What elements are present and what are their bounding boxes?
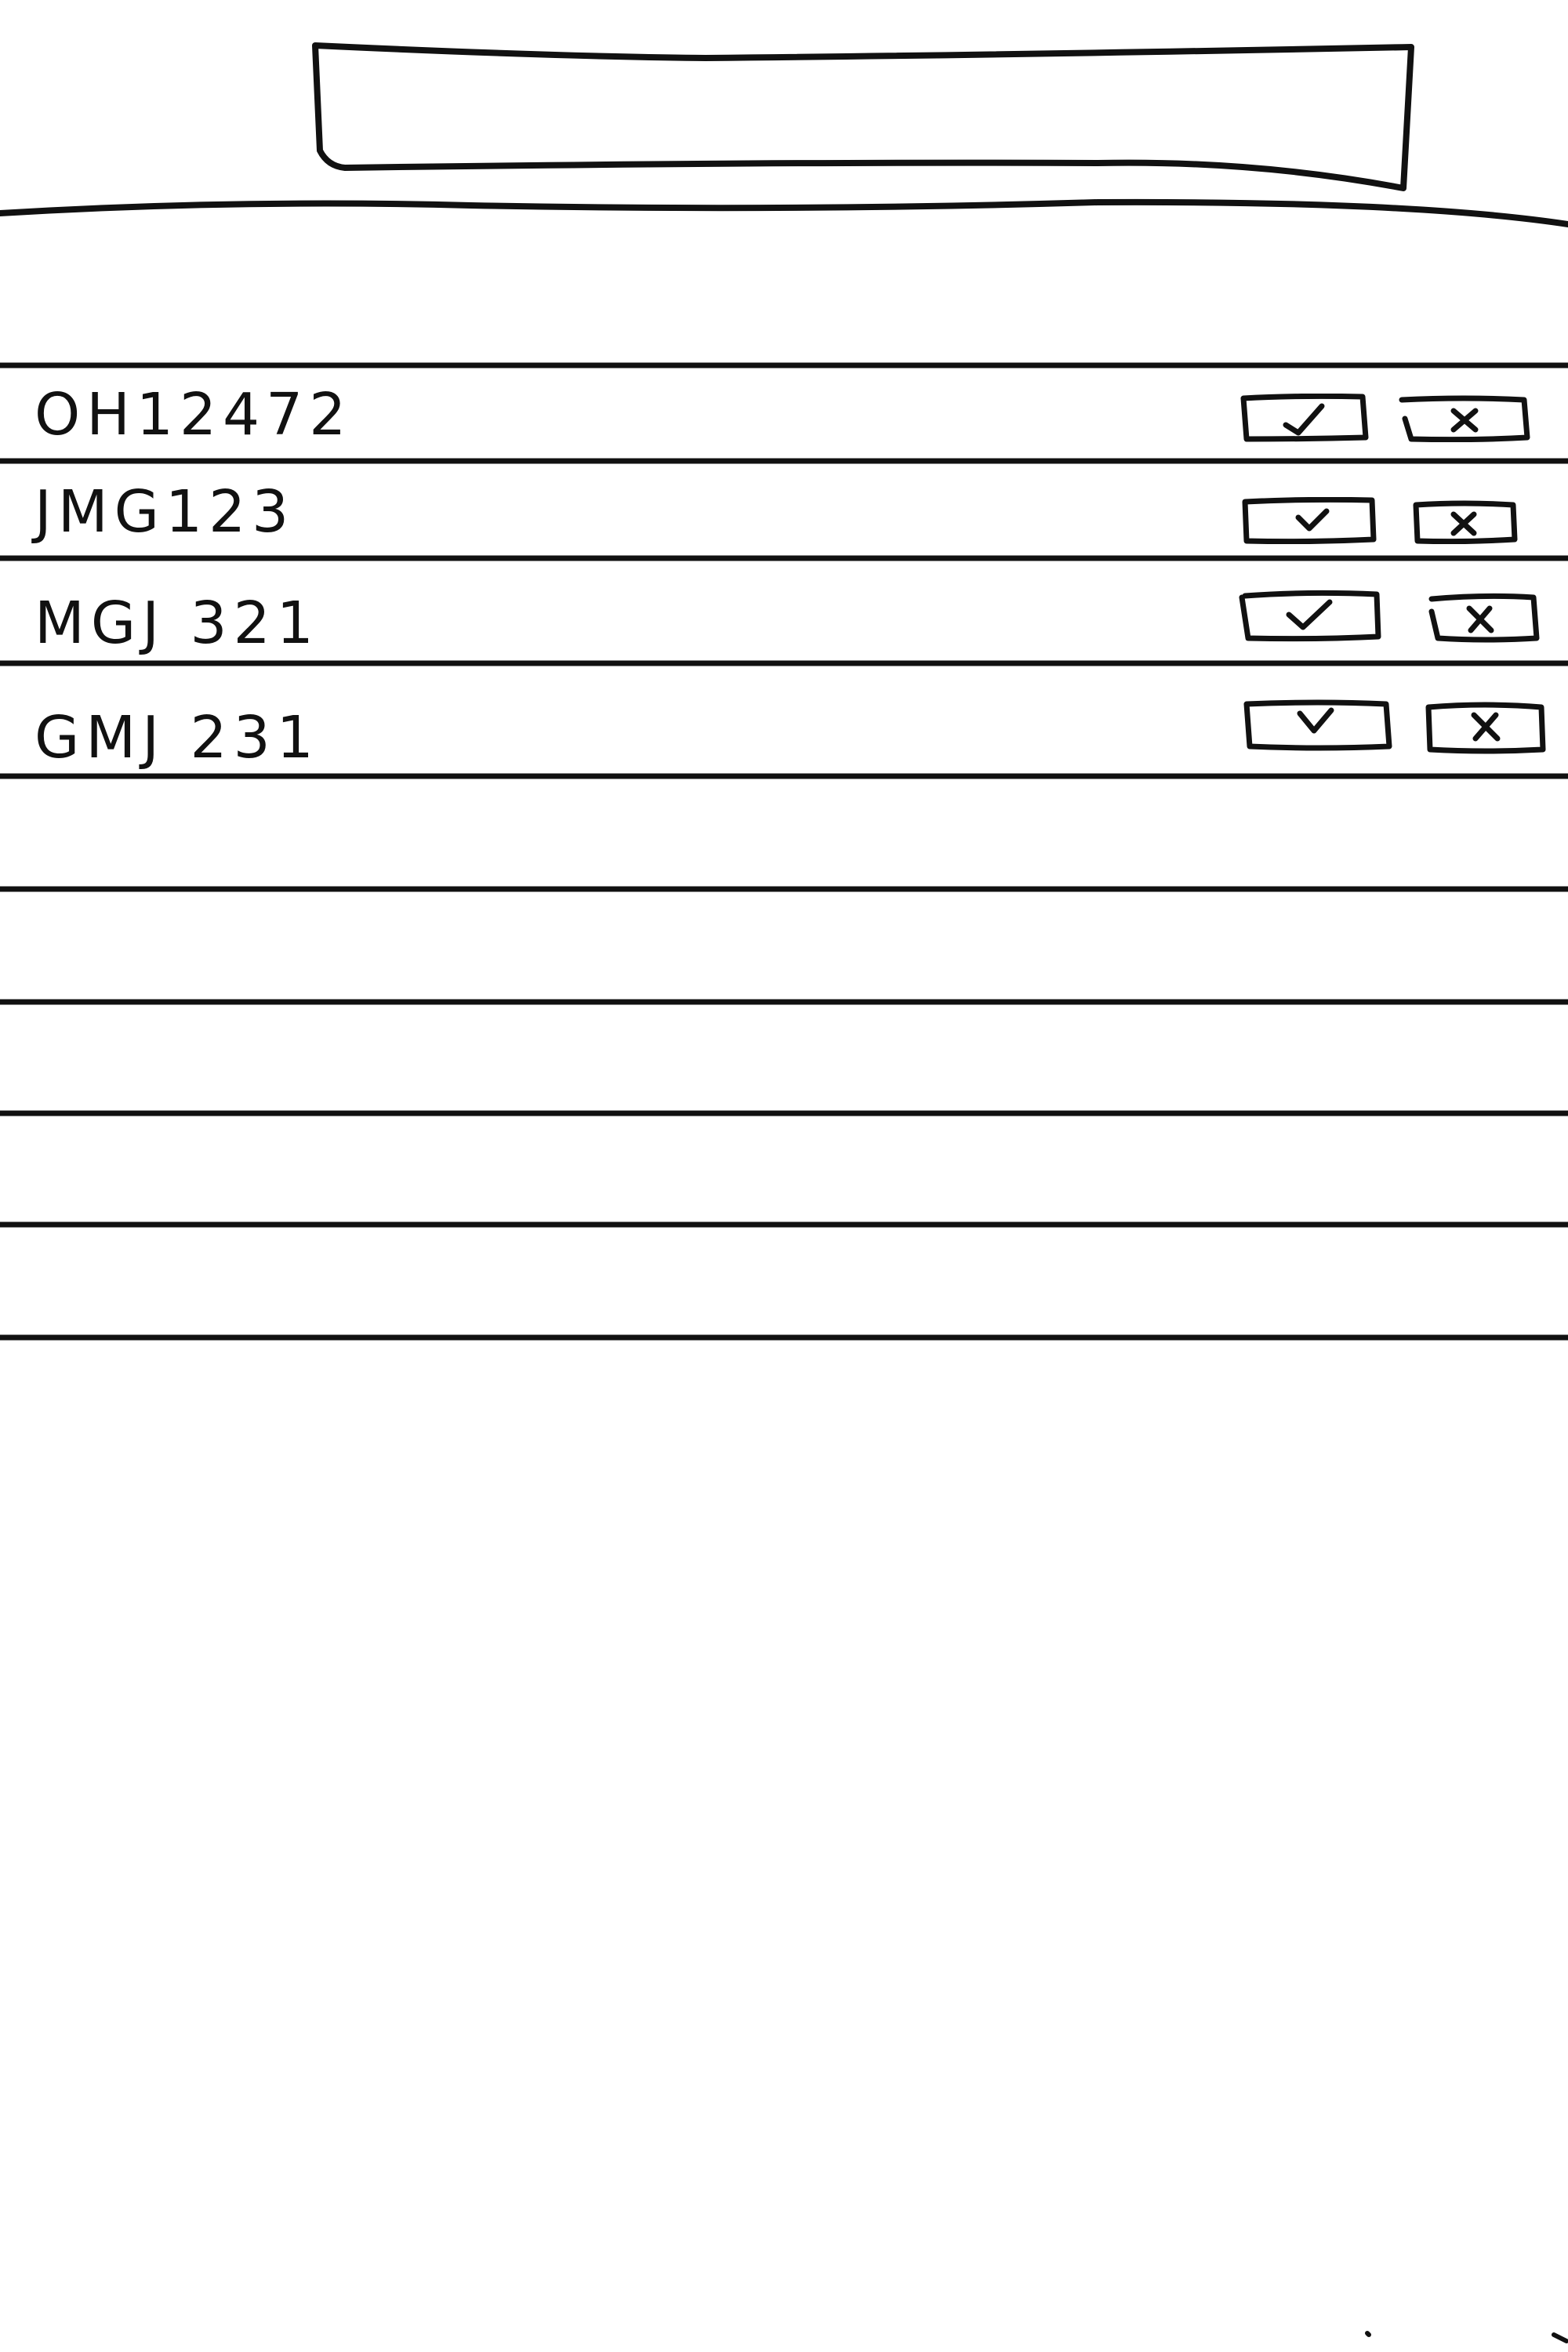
list-item-id: MGJ 321: [34, 590, 320, 657]
list-item-id: OH12472: [34, 381, 353, 448]
approve-button[interactable]: [1239, 497, 1380, 544]
reject-button[interactable]: [1410, 500, 1519, 544]
list-item-id: JMG123: [34, 478, 296, 546]
checkmark-icon: [1239, 497, 1380, 544]
reject-button[interactable]: [1422, 701, 1548, 756]
list-item: [0, 663, 1568, 776]
list-item-id: GMJ 231: [34, 704, 320, 771]
approve-button[interactable]: [1237, 590, 1385, 643]
reject-button[interactable]: [1422, 593, 1541, 643]
x-icon: [1394, 395, 1532, 442]
checkmark-icon: [1240, 699, 1392, 751]
reject-button[interactable]: [1394, 395, 1532, 442]
stray-mark: [1367, 2333, 1369, 2335]
checkmark-icon: [1237, 394, 1370, 442]
approve-button[interactable]: [1240, 699, 1392, 751]
approve-button[interactable]: [1237, 394, 1370, 442]
list-item: [0, 365, 1568, 461]
search-input[interactable]: [315, 45, 1410, 183]
x-icon: [1410, 500, 1519, 544]
list-item: [0, 461, 1568, 558]
stray-mark: [1554, 2335, 1566, 2341]
x-icon: [1422, 593, 1541, 643]
list-item: [0, 558, 1568, 663]
checkmark-icon: [1237, 590, 1385, 643]
header-divider: [0, 202, 1568, 224]
x-icon: [1422, 701, 1548, 756]
